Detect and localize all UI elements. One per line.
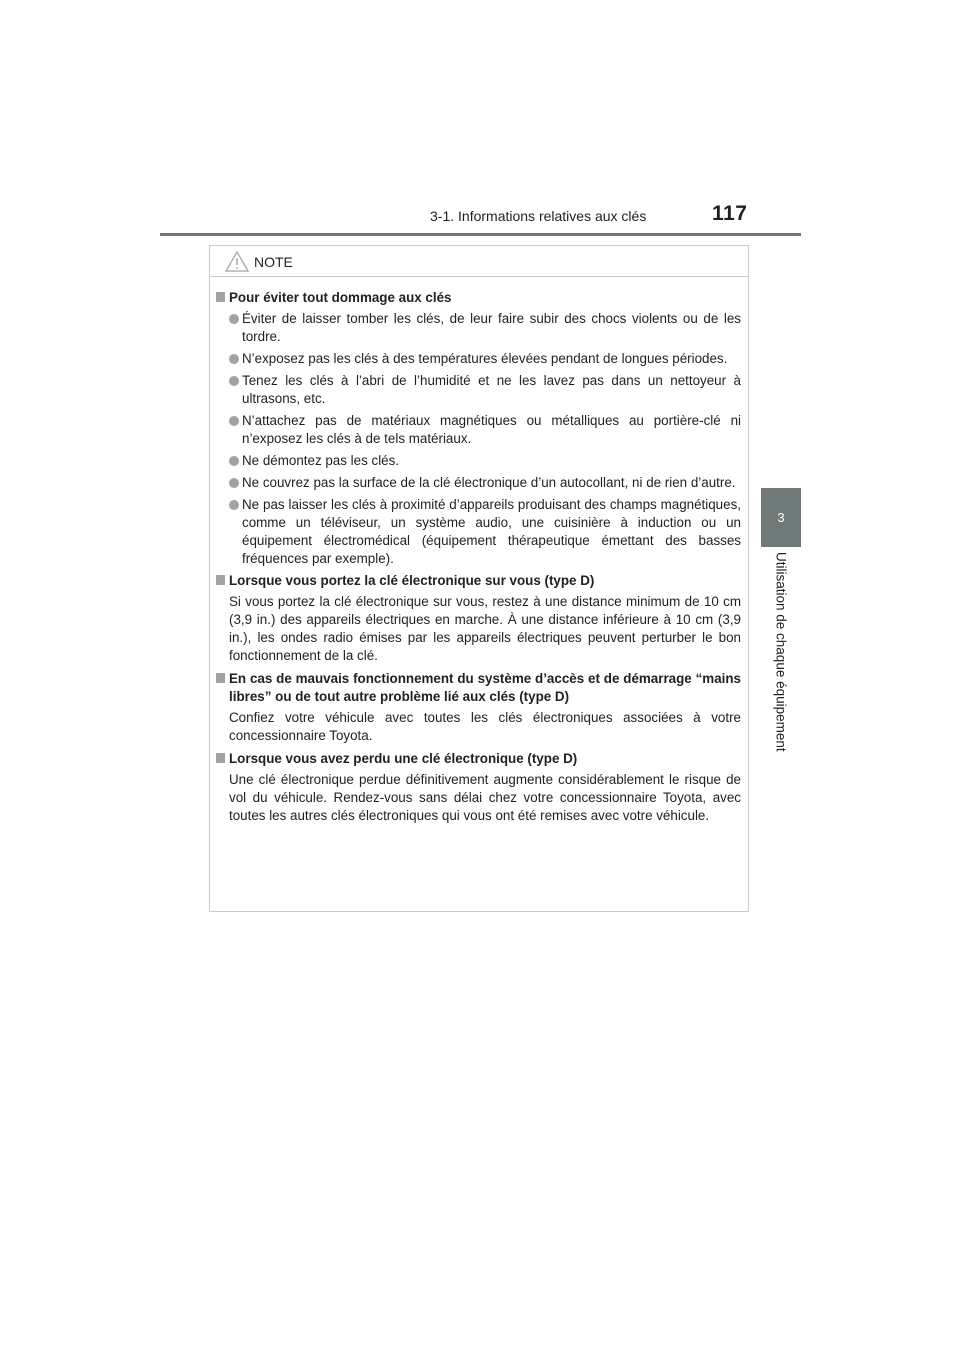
list-item [216, 452, 741, 470]
list-item-text: N’attachez pas de matériaux magnétiques ou métalliques au portière-clé ni n’exposez les clés à de tels matériaux. [242, 413, 741, 446]
section-heading-text: Lorsque vous avez perdu une clé électronique (type D) [229, 751, 578, 766]
list-item [216, 412, 741, 448]
square-bullet-icon [216, 575, 225, 585]
list-item-text: Éviter de laisser tomber les clés, de leur faire subir des chocs violents ou de les tordre. [242, 311, 741, 344]
section-heading [216, 572, 741, 590]
list-item-text: Ne pas laisser les clés à proximité d’appareils produisant des champs magnétiques, comme un téléviseur, un système audio, une cuisinière à induction ou un équipement électromédical (équipement thérapeutique émettant des basses fréquences par exemple). [242, 497, 741, 566]
section-heading-text: En cas de mauvais fonctionnement du système d’accès et de démarrage “mains libres” ou de tout autre problème lié aux clés (type D) [229, 671, 741, 704]
list-item [216, 350, 741, 368]
section-paragraph: Confiez votre véhicule avec toutes les clés électroniques associées à votre concessionnaire Toyota. [229, 710, 741, 743]
note-body [210, 277, 748, 825]
dot-bullet-icon [229, 314, 239, 324]
section-heading [216, 750, 741, 768]
section-heading-text: Pour éviter tout dommage aux clés [229, 290, 452, 305]
square-bullet-icon [216, 673, 225, 683]
chapter-label-text: Utilisation de chaque équipement [773, 552, 789, 752]
page-number: 117 [712, 202, 748, 225]
list-item [216, 474, 741, 492]
warning-triangle-icon [225, 251, 249, 272]
section-paragraph: Si vous portez la clé électronique sur vous, restez à une distance minimum de 10 cm (3,9 in.) des appareils électriques en marche. À une distance inférieure à 10 cm (3,9 in.), les ondes radio émises par les appareils électriques peuvent perturber le bon fonctionnement de la clé. [229, 594, 741, 663]
dot-bullet-icon [229, 354, 239, 364]
square-bullet-icon [216, 753, 225, 763]
chapter-tab [761, 488, 801, 547]
list-item-text: Ne couvrez pas la surface de la clé électronique d’un autocollant, ni de rien d’autre. [242, 475, 736, 490]
note-section [216, 750, 741, 825]
note-section [216, 572, 741, 665]
section-paragraph: Une clé électronique perdue définitivement augmente considérablement le risque de vol du véhicule. Rendez-vous sans délai chez votre concessionnaire Toyota, avec toutes les autres clés électroniques qui vous ont été remises avec votre véhicule. [229, 772, 741, 823]
header-rule [160, 233, 801, 236]
dot-bullet-icon [229, 478, 239, 488]
list-item [216, 310, 741, 346]
list-item [216, 372, 741, 408]
section-heading [216, 670, 741, 706]
section-heading-text: Lorsque vous portez la clé électronique sur vous (type D) [229, 573, 595, 588]
chapter-label [770, 552, 792, 772]
section-heading [216, 289, 741, 307]
header-section-title: 3-1. Informations relatives aux clés [430, 208, 647, 224]
note-title: NOTE [254, 254, 293, 270]
note-section [216, 289, 741, 568]
dot-bullet-icon [229, 500, 239, 510]
list-item [216, 496, 741, 568]
list-item-text: Tenez les clés à l’abri de l’humidité et ne les lavez pas dans un nettoyeur à ultrasons, etc. [242, 373, 741, 406]
note-header [210, 246, 748, 277]
list-item-text: Ne démontez pas les clés. [242, 453, 400, 468]
list-item-text: N’exposez pas les clés à des températures élevées pendant de longues périodes. [242, 351, 728, 366]
note-section [216, 670, 741, 745]
dot-bullet-icon [229, 376, 239, 386]
square-bullet-icon [216, 292, 225, 302]
note-box [209, 245, 749, 912]
chapter-number: 3 [777, 510, 785, 525]
dot-bullet-icon [229, 416, 239, 426]
dot-bullet-icon [229, 456, 239, 466]
